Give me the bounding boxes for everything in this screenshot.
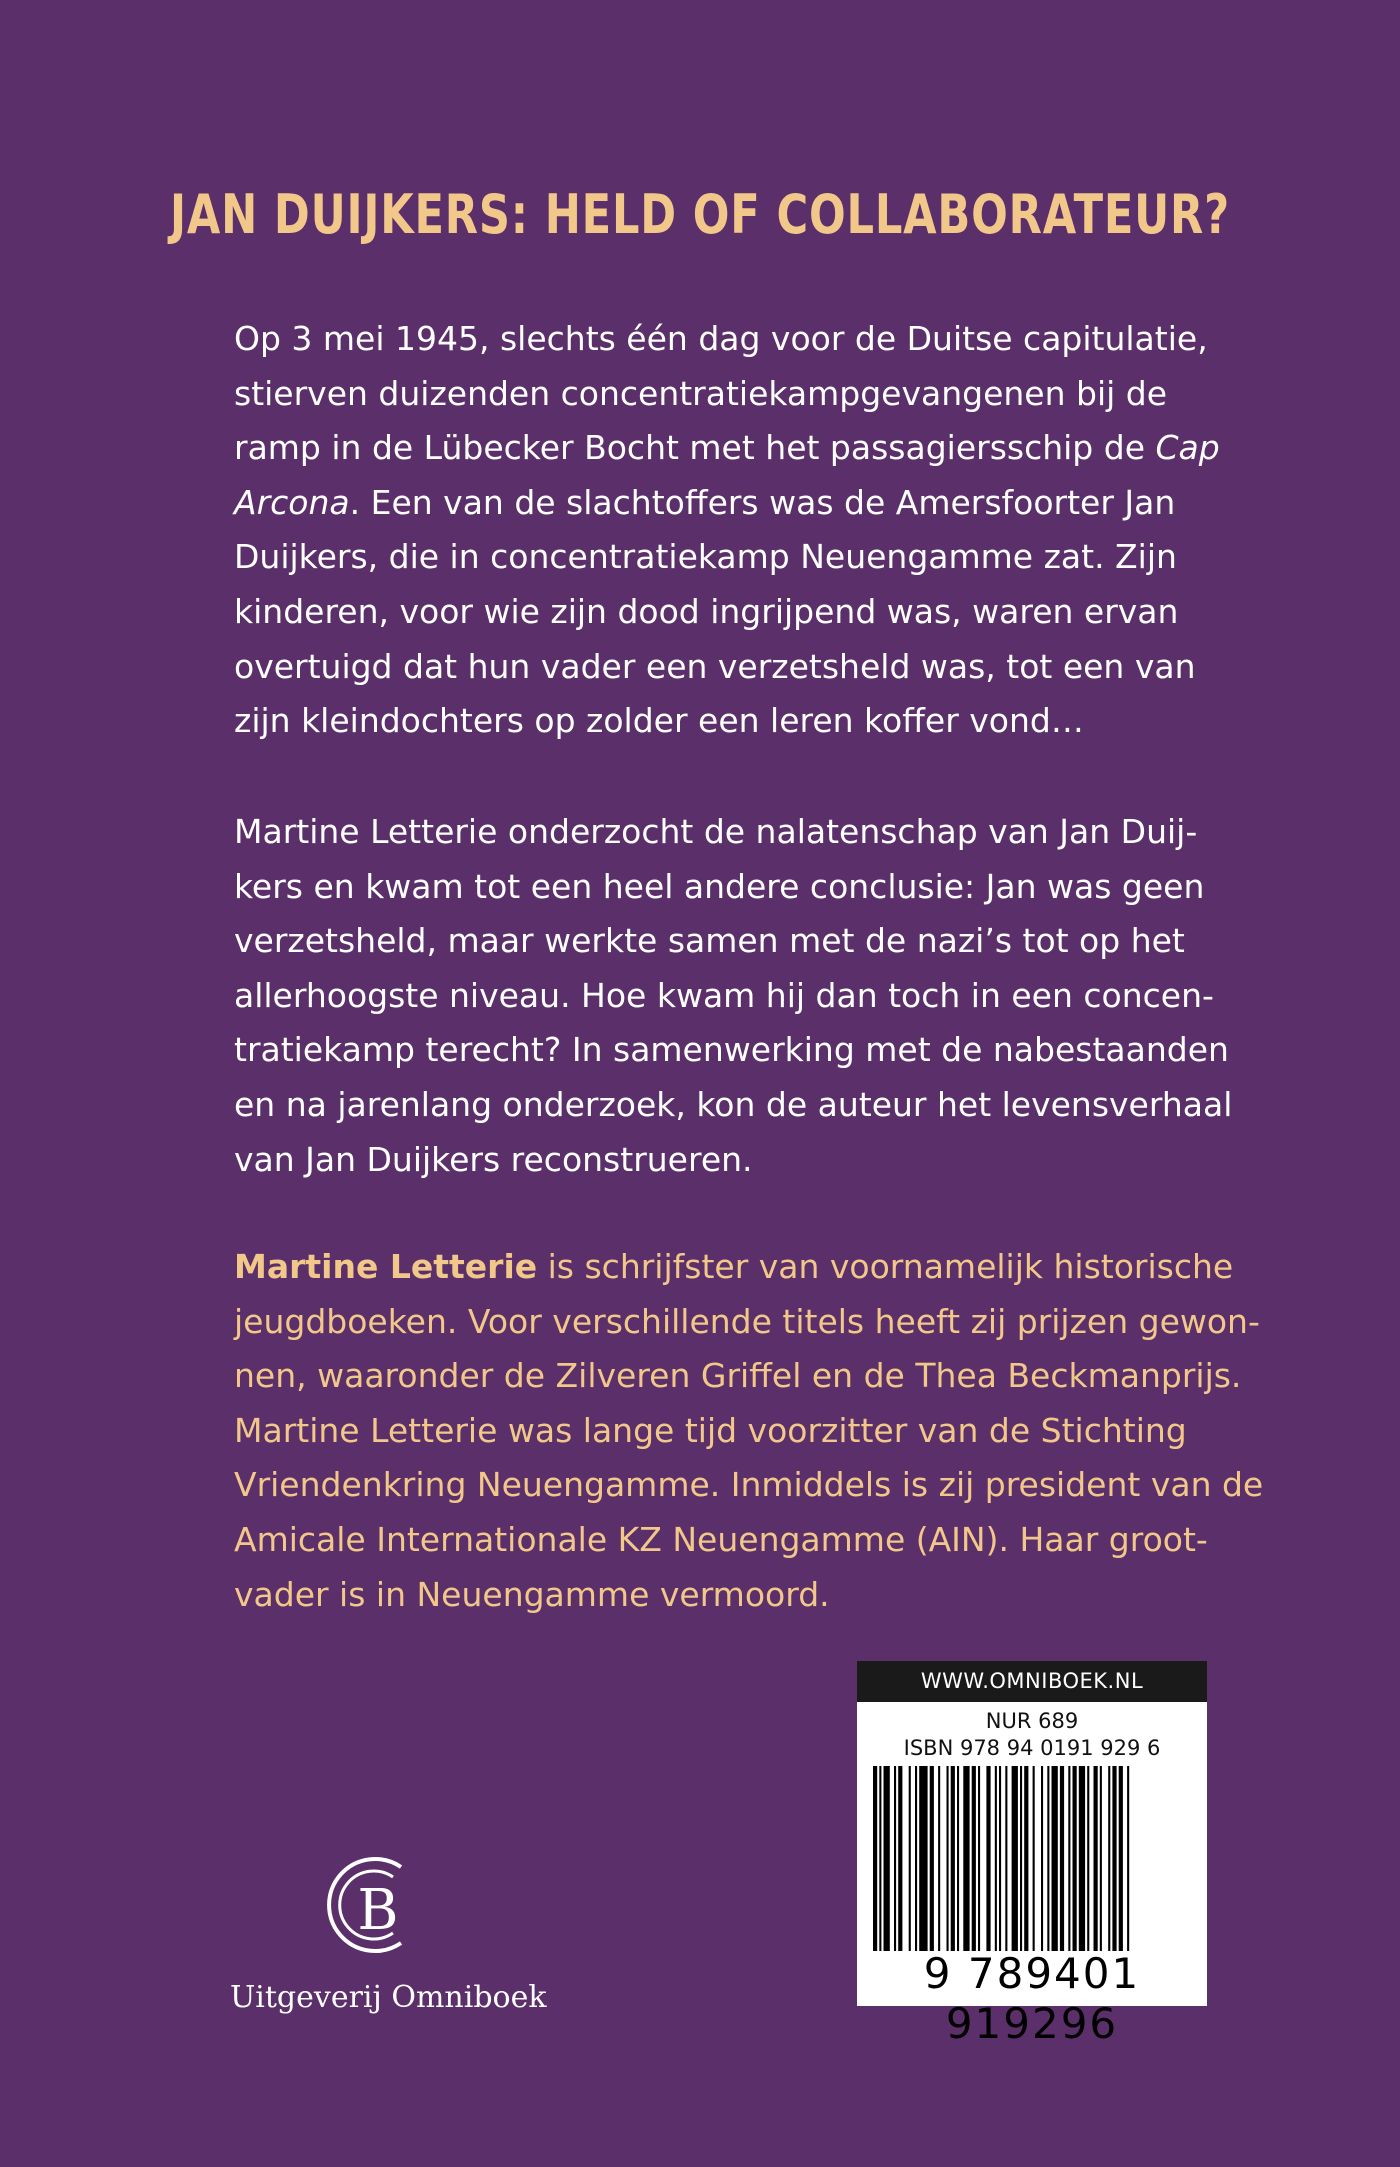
text-line: zijn kleindochters op zolder een leren koffer vond… bbox=[234, 701, 1084, 741]
text-line: Amicale Internationale KZ Neuengamme (AIN). Haar groot- bbox=[234, 1519, 1208, 1559]
text-segment: is schrijfster van voornamelijk historische bbox=[537, 1247, 1234, 1286]
text-line: van Jan Duijkers reconstrueren. bbox=[234, 1139, 753, 1179]
text-segment: ramp in de Lübecker Bocht met het passagiersschip de bbox=[234, 428, 1156, 468]
text-line: allerhoogste niveau. Hoe kwam hij dan toch in een concen- bbox=[234, 975, 1214, 1015]
text-line: nen, waaronder de Zilveren Griffel en de Thea Beckmanprijs. bbox=[234, 1356, 1242, 1396]
author-bio bbox=[234, 1240, 1264, 1622]
text-line: vader is in Neuengamme vermoord. bbox=[234, 1574, 830, 1614]
omniboek-cb-logo-icon bbox=[315, 1845, 435, 1965]
text-line: en na jarenlang onderzoek, kon de auteur het levensverhaal bbox=[234, 1084, 1233, 1124]
text-line bbox=[234, 1240, 1234, 1295]
text-line bbox=[234, 476, 1204, 531]
text-line: stierven duizenden concentratiekampgevangenen bij de bbox=[234, 373, 1168, 413]
blurb-paragraph-1 bbox=[234, 312, 1220, 749]
text-segment: . Een van de slachtoffers was de Amersfoorter Jan bbox=[349, 482, 1176, 522]
text-line: jeugdboeken. Voor verschillende titels heeft zij prijzen gewon- bbox=[234, 1301, 1260, 1341]
text-line: Martine Letterie was lange tijd voorzitter van de Stichting bbox=[234, 1410, 1187, 1450]
isbn-number: ISBN 978 94 0191 929 6 bbox=[903, 1736, 1161, 1760]
barcode-bars-icon bbox=[873, 1766, 1191, 1951]
publisher-name: Uitgeverij Omniboek bbox=[230, 1980, 547, 2015]
text-line bbox=[234, 421, 1220, 476]
ship-name-italic: Arcona bbox=[234, 482, 350, 522]
text-line: verzetsheld, maar werkte samen met de nazi’s tot op het bbox=[234, 921, 1185, 961]
barcode-digits: 9 789401 919296 bbox=[923, 1949, 1141, 2048]
author-name: Martine Letterie bbox=[234, 1247, 538, 1286]
headline: JAN DUIJKERS: HELD OF COLLABORATEUR? bbox=[170, 183, 1230, 246]
barcode-panel bbox=[857, 1661, 1207, 2048]
text-line: tratiekamp terecht? In samenwerking met de nabestaanden bbox=[234, 1030, 1229, 1070]
svg-text:B: B bbox=[357, 1878, 399, 1943]
ship-name-italic: Cap bbox=[1155, 428, 1220, 468]
text-line: kers en kwam tot een heel andere conclusie: Jan was geen bbox=[234, 866, 1205, 906]
text-line: kinderen, voor wie zijn dood ingrijpend was, waren ervan bbox=[234, 591, 1179, 631]
text-line: Op 3 mei 1945, slechts één dag voor de Duitse capitulatie, bbox=[234, 319, 1208, 358]
blurb-paragraph-2 bbox=[234, 805, 1233, 1187]
text-line: Martine Letterie onderzocht de nalatenschap van Jan Duij- bbox=[234, 812, 1198, 851]
text-line: overtuigd dat hun vader een verzetsheld was, tot een van bbox=[234, 646, 1196, 686]
text-line: Vriendenkring Neuengamme. Inmiddels is zij president van de bbox=[234, 1465, 1264, 1505]
text-line: Duijkers, die in concentratiekamp Neuengamme zat. Zijn bbox=[234, 537, 1177, 577]
website-url: WWW.OMNIBOEK.NL bbox=[857, 1661, 1207, 1702]
nur-code: NUR 689 bbox=[985, 1709, 1079, 1733]
